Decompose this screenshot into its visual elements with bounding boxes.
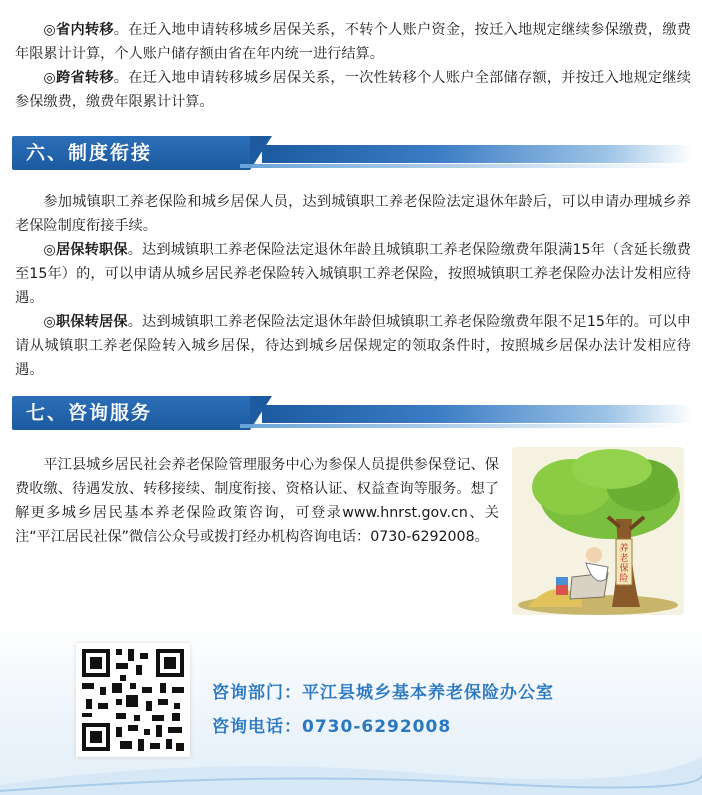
- label-resident-to-employee: 居保转职保: [55, 242, 128, 258]
- illustration-tree-elder: [512, 447, 684, 615]
- label-employee-to-resident: 职保转居保: [55, 314, 128, 330]
- header-stripe: [262, 405, 692, 423]
- section-title-6: 六、制度衔接: [26, 142, 153, 164]
- paragraph-intra-province: ◎省内转移。在迁入地申请转移城乡居保关系，不转个人账户资金，按迁入地规定继续参保缴费，缴费年限累计计算，个人账户储存额由省在年内统一进行结算。: [15, 22, 691, 62]
- bottom-wave-decoration: [0, 735, 702, 795]
- paragraph-system-link: 参加城镇职工养老保险和城乡居保人员，达到城镇职工养老保险法定退休年龄后，可以申请办理城乡养老保险制度衔接手续。: [15, 194, 691, 234]
- label-cross-province: 跨省转移: [56, 70, 114, 86]
- paragraph-resident-to-employee: ◎居保转职保。达到城镇职工养老保险法定退休年龄且城镇职工养老保险缴费年限满15年（含延长缴费至15年）的，可以申请从城乡居民养老保险转入城镇职工养老保险，按照城镇职工养老保险办法计发相应待遇。: [15, 242, 691, 306]
- tree-illustration-icon: [512, 447, 684, 615]
- sign-char-3: 保: [619, 564, 629, 574]
- sign-char-4: 险: [619, 574, 629, 584]
- label-intra-province: 省内转移: [56, 22, 114, 38]
- contact-phone: 咨询电话：0730-6292008: [212, 717, 452, 737]
- header-stripe-thin: [240, 424, 680, 428]
- contact-department: 咨询部门：平江县城乡基本养老保险办公室: [212, 683, 554, 703]
- header-stripe: [262, 145, 692, 163]
- paragraph-employee-to-resident: ◎职保转居保。达到城镇职工养老保险法定退休年龄但城镇职工养老保险缴费年限不足15年的。可以申请从城镇职工养老保险转入城乡居保，待达到城乡居保规定的领取条件时，按照城乡居保办法计发相应待遇。: [15, 314, 691, 378]
- section-header-7: [0, 393, 702, 435]
- section-title-7: 七、咨询服务: [26, 402, 153, 424]
- sign-char-2: 老: [619, 554, 629, 564]
- section-header-6: [0, 133, 702, 175]
- header-stripe-thin: [240, 164, 680, 168]
- paragraph-cross-province: ◎跨省转移。在迁入地申请转移城乡居保关系，一次性转移个人账户全部储存额，并按迁入地规定继续参保缴费，缴费年限累计计算。: [15, 70, 691, 110]
- sign-char-1: 养: [619, 544, 629, 554]
- paragraph-consult-services: 平江县城乡居民社会养老保险管理服务中心为参保人员提供参保登记、保费收缴、待遇发放、转移接续、制度衔接、资格认证、权益查询等服务。想了解更多城乡居民基本养老保险政策咨询，可登录www.hnrst.gov.cn、关注“平江居民社保”微信公众号或拨打经办机构咨询电话：0730-6292008。: [15, 457, 499, 545]
